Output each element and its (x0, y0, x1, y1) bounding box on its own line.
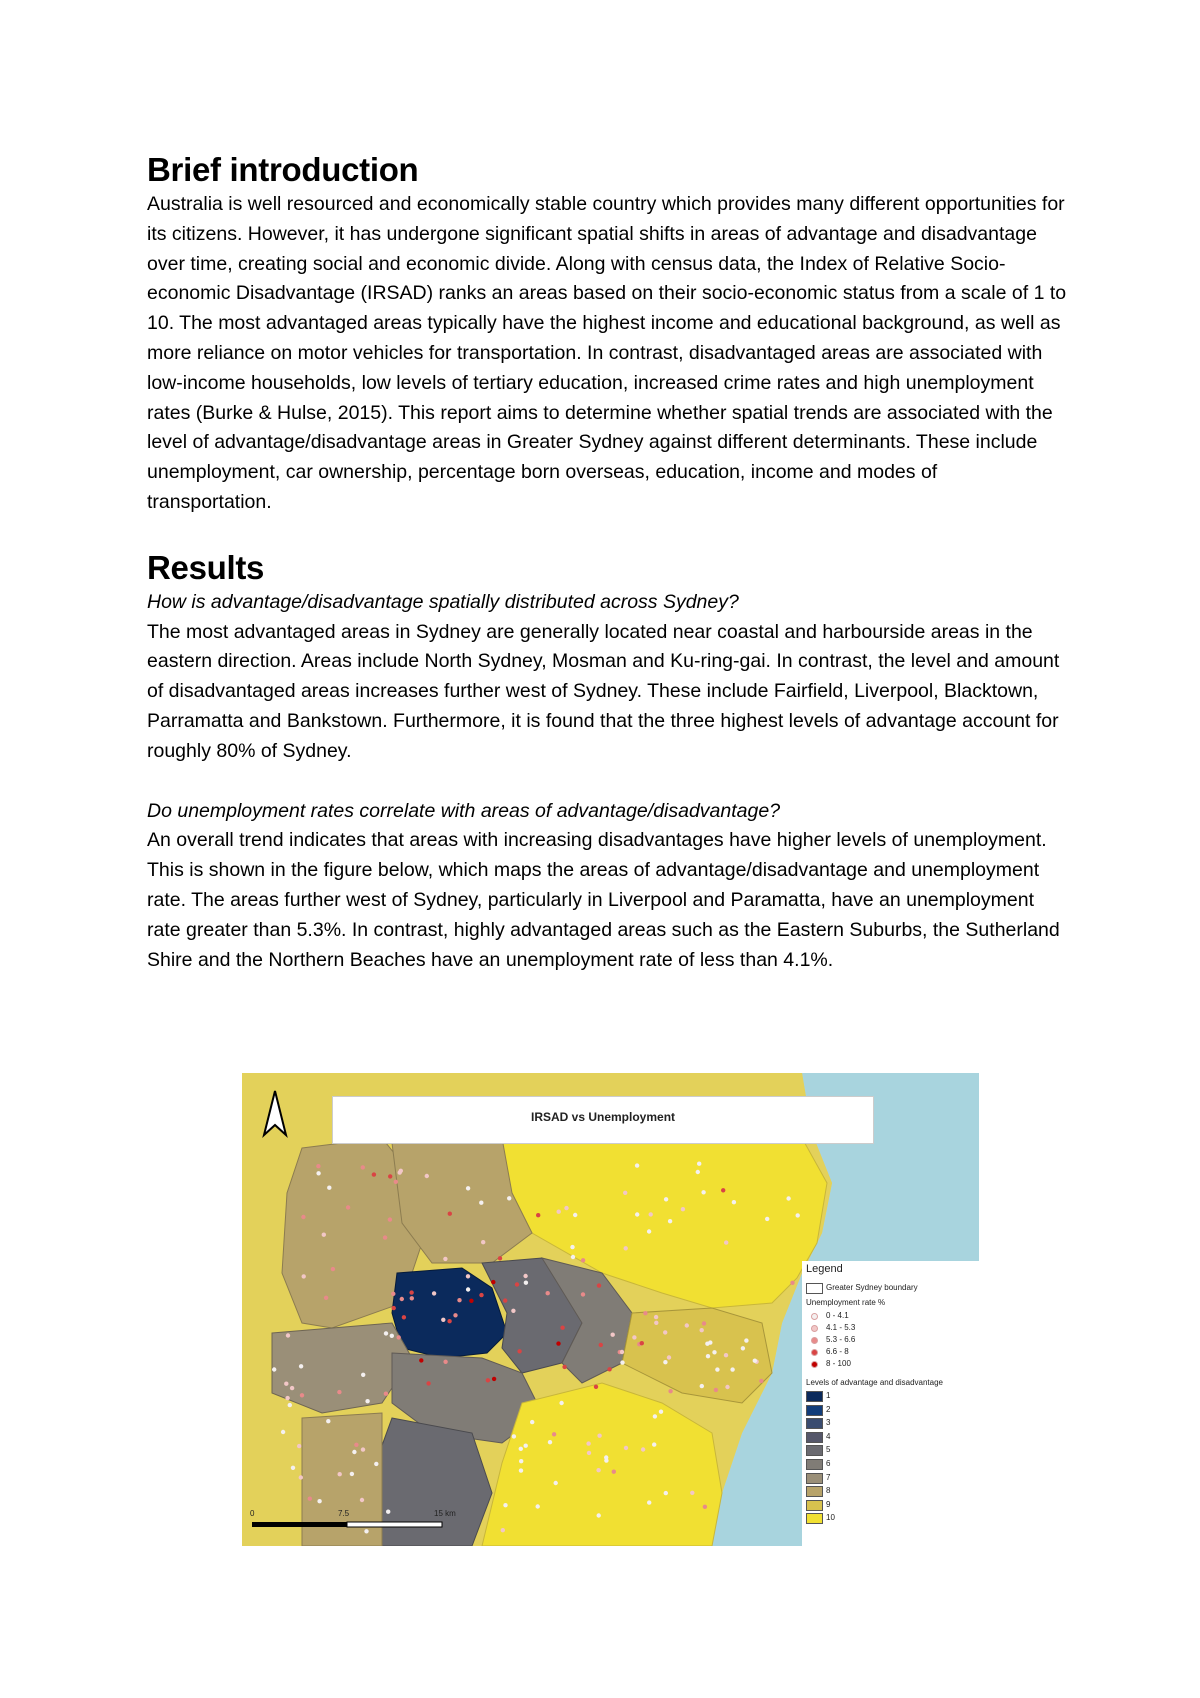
unemployment-point (425, 1174, 429, 1178)
unemployment-swatch (811, 1349, 818, 1356)
unemployment-swatch (811, 1313, 818, 1320)
level-label: 9 (826, 1499, 831, 1509)
unemployment-point (635, 1212, 639, 1216)
unemployment-point (530, 1420, 534, 1424)
unemployment-point (316, 1164, 320, 1168)
unemployment-point (524, 1444, 528, 1448)
unemployment-point (701, 1190, 705, 1194)
unemployment-point (536, 1213, 540, 1217)
unemployment-point (597, 1283, 601, 1287)
unemployment-point (706, 1354, 710, 1358)
unemployment-point (346, 1205, 350, 1209)
unemployment-point (457, 1298, 461, 1302)
unemployment-point (290, 1386, 294, 1390)
unemployment-point (700, 1384, 704, 1388)
unemployment-point (286, 1333, 290, 1337)
unemployment-point (383, 1235, 387, 1239)
unemployment-point (388, 1217, 392, 1221)
unemployment-point (361, 1447, 365, 1451)
unemployment-point (391, 1292, 395, 1296)
unemployment-point (562, 1365, 566, 1369)
unemployment-point (308, 1497, 312, 1501)
unemployment-point (374, 1462, 378, 1466)
unemployment-point (652, 1442, 656, 1446)
unemployment-point (507, 1196, 511, 1200)
unemployment-point (786, 1196, 790, 1200)
unemployment-point (523, 1274, 527, 1278)
level-swatch (806, 1391, 823, 1402)
unemployment-point (326, 1419, 330, 1423)
unemployment-point (361, 1373, 365, 1377)
unemployment-point (486, 1378, 490, 1382)
level-label: 2 (826, 1404, 831, 1414)
unemployment-point (724, 1240, 728, 1244)
unemployment-class-label: 6.6 - 8 (826, 1347, 849, 1356)
scale-start: 0 (250, 1509, 255, 1518)
unemployment-point (297, 1444, 301, 1448)
unemployment-point (481, 1240, 485, 1244)
unemployment-point (503, 1298, 507, 1302)
unemployment-point (759, 1379, 763, 1383)
unemployment-point (302, 1274, 306, 1278)
question-1: How is advantage/disadvantage spatially distributed across Sydney? (147, 590, 739, 613)
unemployment-point (696, 1170, 700, 1174)
unemployment-point (643, 1311, 647, 1315)
unemployment-point (441, 1318, 445, 1322)
unemployment-point (649, 1212, 653, 1216)
unemployment-point (388, 1174, 392, 1178)
unemployment-point (668, 1219, 672, 1223)
unemployment-point (299, 1364, 303, 1368)
level-swatch (806, 1418, 823, 1429)
unemployment-point (624, 1246, 628, 1250)
unemployment-point (327, 1186, 331, 1190)
unemployment-point (654, 1321, 658, 1325)
unemployment-point (597, 1434, 601, 1438)
unemployment-point (511, 1309, 515, 1313)
unemployment-point (559, 1401, 563, 1405)
scale-end: 15 km (434, 1509, 456, 1518)
unemployment-point (744, 1338, 748, 1342)
results-paragraph-2: An overall trend indicates that areas with increasing disadvantages have higher levels of unemployment. This is shown in the figure below, which maps the areas of advantage/disadvantage and unemployment rate. The areas further west of Sydney, particularly in Liverpool and Paramatta, have an unemployment rate greater than 5.3%. In contrast, highly advantaged areas such as the Eastern Suburbs, the Sutherland Shire and the Northern Beaches have an unemployment rate of less than 4.1%. (147, 829, 1060, 971)
unemployment-point (372, 1172, 376, 1176)
unemployment-point (552, 1432, 556, 1436)
unemployment-point (790, 1281, 794, 1285)
unemployment-point (361, 1165, 365, 1169)
results-heading: Results (147, 548, 265, 586)
unemployment-point (571, 1255, 575, 1259)
unemployment-point (641, 1447, 645, 1451)
unemployment-point (447, 1319, 451, 1323)
unemployment-point (337, 1390, 341, 1394)
unemployment-point (322, 1233, 326, 1237)
unemployment-point (659, 1410, 663, 1414)
unemployment-class-label: 0 - 4.1 (826, 1311, 849, 1320)
unemployment-swatch (811, 1325, 818, 1332)
unemployment-point (402, 1315, 406, 1319)
unemployment-point (301, 1215, 305, 1219)
level-label: 6 (826, 1459, 831, 1468)
unemployment-point (519, 1447, 523, 1451)
unemployment-point (498, 1256, 502, 1260)
unemployment-point (753, 1359, 757, 1363)
unemployment-point (316, 1171, 320, 1175)
unemployment-point (443, 1257, 447, 1261)
unemployment-point (524, 1281, 528, 1285)
level-swatch (806, 1432, 823, 1443)
unemployment-point (281, 1430, 285, 1434)
irsad-unemployment-map (242, 1073, 979, 1546)
unemployment-point (581, 1292, 585, 1296)
unemployment-point (299, 1475, 303, 1479)
map-title: IRSAD vs Unemployment (530, 1110, 676, 1124)
unemployment-point (623, 1191, 627, 1195)
level-swatch (806, 1513, 823, 1524)
unemployment-point (512, 1434, 516, 1438)
level-swatch (806, 1486, 823, 1497)
unemployment-point (384, 1331, 388, 1335)
level-label: 8 (826, 1486, 831, 1496)
legend-title: Legend (806, 1263, 843, 1275)
unemployment-point (324, 1296, 328, 1300)
unemployment-class-label: 5.3 - 6.6 (826, 1335, 856, 1344)
unemployment-point (317, 1499, 321, 1503)
unemployment-point (479, 1293, 483, 1297)
unemployment-point (730, 1367, 734, 1371)
unemployment-point (386, 1510, 390, 1514)
unemployment-point (466, 1287, 470, 1291)
unemployment-point (647, 1229, 651, 1233)
intro-heading: Brief introduction (147, 151, 419, 188)
level-swatch (806, 1459, 823, 1470)
level-swatch (806, 1405, 823, 1416)
unemployment-point (732, 1200, 736, 1204)
unemployment-point (708, 1340, 712, 1344)
unemployment-point (664, 1491, 668, 1495)
unemployment-point (397, 1335, 401, 1339)
unemployment-point (570, 1245, 574, 1249)
unemployment-point (365, 1399, 369, 1403)
unemployment-point (587, 1451, 591, 1455)
level-label: 10 (826, 1513, 835, 1523)
unemployment-class-label: 8 - 100 (826, 1359, 851, 1368)
unemployment-point (519, 1468, 523, 1472)
unemployment-point (663, 1360, 667, 1364)
unemployment-point (697, 1162, 701, 1166)
unemployment-point (647, 1500, 651, 1504)
unemployment-point (448, 1212, 452, 1216)
scale-mid: 7.5 (338, 1509, 350, 1518)
unemployment-point (796, 1213, 800, 1217)
unemployment-point (703, 1505, 707, 1509)
unemployment-point (721, 1188, 725, 1192)
unemployment-class-label: 4.1 - 5.3 (826, 1323, 856, 1332)
unemployment-point (519, 1459, 523, 1463)
unemployment-point (564, 1206, 568, 1210)
unemployment-point (681, 1207, 685, 1211)
unemployment-point (599, 1343, 603, 1347)
unemployment-point (663, 1330, 667, 1334)
unemployment-swatch (811, 1361, 818, 1368)
unemployment-point (394, 1180, 398, 1184)
unemployment-point (607, 1367, 611, 1371)
unemployment-point (586, 1441, 590, 1445)
question-2: Do unemployment rates correlate with areas of advantage/disadvantage? (147, 799, 781, 822)
unemployment-point (546, 1291, 550, 1295)
unemployment-point (432, 1291, 436, 1295)
unemployment-point (548, 1440, 552, 1444)
unemployment-point (620, 1350, 624, 1354)
unemployment-point (364, 1529, 368, 1533)
unemployment-point (624, 1446, 628, 1450)
unemployment-point (392, 1306, 396, 1310)
unemployment-point (501, 1528, 505, 1532)
unemployment-point (712, 1350, 716, 1354)
unemployment-point (466, 1186, 470, 1190)
unemployment-point (536, 1504, 540, 1508)
levels-title: Levels of advantage and disadvantage (806, 1378, 943, 1387)
unemployment-point (400, 1297, 404, 1301)
unemployment-point (479, 1201, 483, 1205)
unemployment-point (419, 1358, 423, 1362)
unemployment-point (492, 1377, 496, 1381)
unemployment-point (725, 1385, 729, 1389)
unemployment-point (491, 1280, 495, 1284)
unemployment-point (702, 1321, 706, 1325)
unemployment-point (300, 1393, 304, 1397)
unemployment-point (685, 1323, 689, 1327)
boundary-label: Greater Sydney boundary (826, 1283, 918, 1292)
unemployment-point (557, 1210, 561, 1214)
unemployment-point (360, 1498, 364, 1502)
unemployment-point (714, 1388, 718, 1392)
unemployment-point (690, 1491, 694, 1495)
unemployment-point (331, 1267, 335, 1271)
unemployment-point (581, 1258, 585, 1262)
unemployment-point (466, 1274, 470, 1278)
unemployment-point (410, 1296, 414, 1300)
unemployment-point (469, 1299, 473, 1303)
level-label: 3 (826, 1418, 831, 1428)
unemployment-point (635, 1163, 639, 1167)
unemployment-point (612, 1470, 616, 1474)
unemployment-point (667, 1355, 671, 1359)
level-label: 1 (826, 1391, 831, 1400)
unemployment-point (715, 1367, 719, 1371)
unemployment-point (503, 1503, 507, 1507)
unemployment-point (350, 1472, 354, 1476)
unemployment-point (632, 1335, 636, 1339)
scale-bar (252, 1522, 442, 1527)
level-label: 4 (826, 1431, 831, 1441)
unemployment-point (664, 1197, 668, 1201)
unemployment-point (604, 1458, 608, 1462)
unemployment-point (724, 1353, 728, 1357)
unemployment-swatch (811, 1337, 818, 1344)
intro-paragraph: Australia is well resourced and economically stable country which provides many different opportunities for its citizens. However, it has undergone significant spatial shifts in areas of advantage and disadvantage over time, creating social and economic divide. Along with census data, the Index of Relative Socio-economic Disadvantage (IRSAD) ranks an areas based on their socio-economic status from a scale of 1 to 10. The most advantaged areas typically have the highest income and educational background, as well as more reliance on motor vehicles for transportation. In contrast, disadvantaged areas are associated with low-income households, low levels of tertiary education, increased crime rates and high unemployment rates (Burke & Hulse, 2015). This report aims to determine whether spatial trends are associated with the level of advantage/disadvantage areas in Greater Sydney against different determinants. These include unemployment, car ownership, percentage born overseas, education, income and modes of transportation. (147, 193, 1067, 513)
unemployment-point (596, 1468, 600, 1472)
unemployment-point (390, 1334, 394, 1338)
unemployment-point (556, 1341, 560, 1345)
map-title-box (332, 1096, 874, 1144)
unemployment-point (443, 1360, 447, 1364)
unemployment-point (384, 1392, 388, 1396)
unemployment-point (653, 1414, 657, 1418)
level-label: 5 (826, 1445, 831, 1455)
level-swatch (806, 1445, 823, 1456)
unemployment-point (640, 1341, 644, 1345)
results-paragraph-1: The most advantaged areas in Sydney are generally located near coastal and harbourside areas in the eastern direction. Areas include North Sydney, Mosman and Ku-ring-gai. In contrast, the level and amount of disadvantaged areas increases further west of Sydney. These include Fairfield, Liverpool, Blacktown, Parramatta and Bankstown. Furthermore, it is found that the three highest levels of advantage account for roughly 80% of Sydney. (147, 620, 1060, 762)
unemployment-point (338, 1472, 342, 1476)
unemployment-point (741, 1346, 745, 1350)
unemployment-point (597, 1513, 601, 1517)
unemployment-point (517, 1349, 521, 1353)
unemployment-point (288, 1403, 292, 1407)
map-legend (802, 1261, 979, 1546)
unemployment-point (611, 1333, 615, 1337)
document-content (147, 150, 1067, 975)
unemployment-point (668, 1389, 672, 1393)
unemployment-point (426, 1381, 430, 1385)
unemployment-point (453, 1313, 457, 1317)
unemployment-point (700, 1328, 704, 1332)
level-swatch (806, 1500, 823, 1511)
unemployment-point (354, 1443, 358, 1447)
unemployment-title: Unemployment rate % (806, 1298, 886, 1307)
unemployment-point (554, 1481, 558, 1485)
unemployment-point (765, 1217, 769, 1221)
unemployment-point (594, 1385, 598, 1389)
unemployment-point (409, 1290, 413, 1294)
unemployment-point (654, 1315, 658, 1319)
unemployment-point (515, 1282, 519, 1286)
level-swatch (806, 1473, 823, 1484)
unemployment-point (285, 1396, 289, 1400)
unemployment-point (620, 1360, 624, 1364)
unemployment-point (352, 1450, 356, 1454)
level-label: 7 (826, 1472, 831, 1482)
unemployment-point (573, 1213, 577, 1217)
unemployment-point (398, 1170, 402, 1174)
unemployment-point (560, 1326, 564, 1330)
boundary-swatch (806, 1283, 823, 1294)
unemployment-point (272, 1367, 276, 1371)
unemployment-point (291, 1466, 295, 1470)
unemployment-point (284, 1382, 288, 1386)
